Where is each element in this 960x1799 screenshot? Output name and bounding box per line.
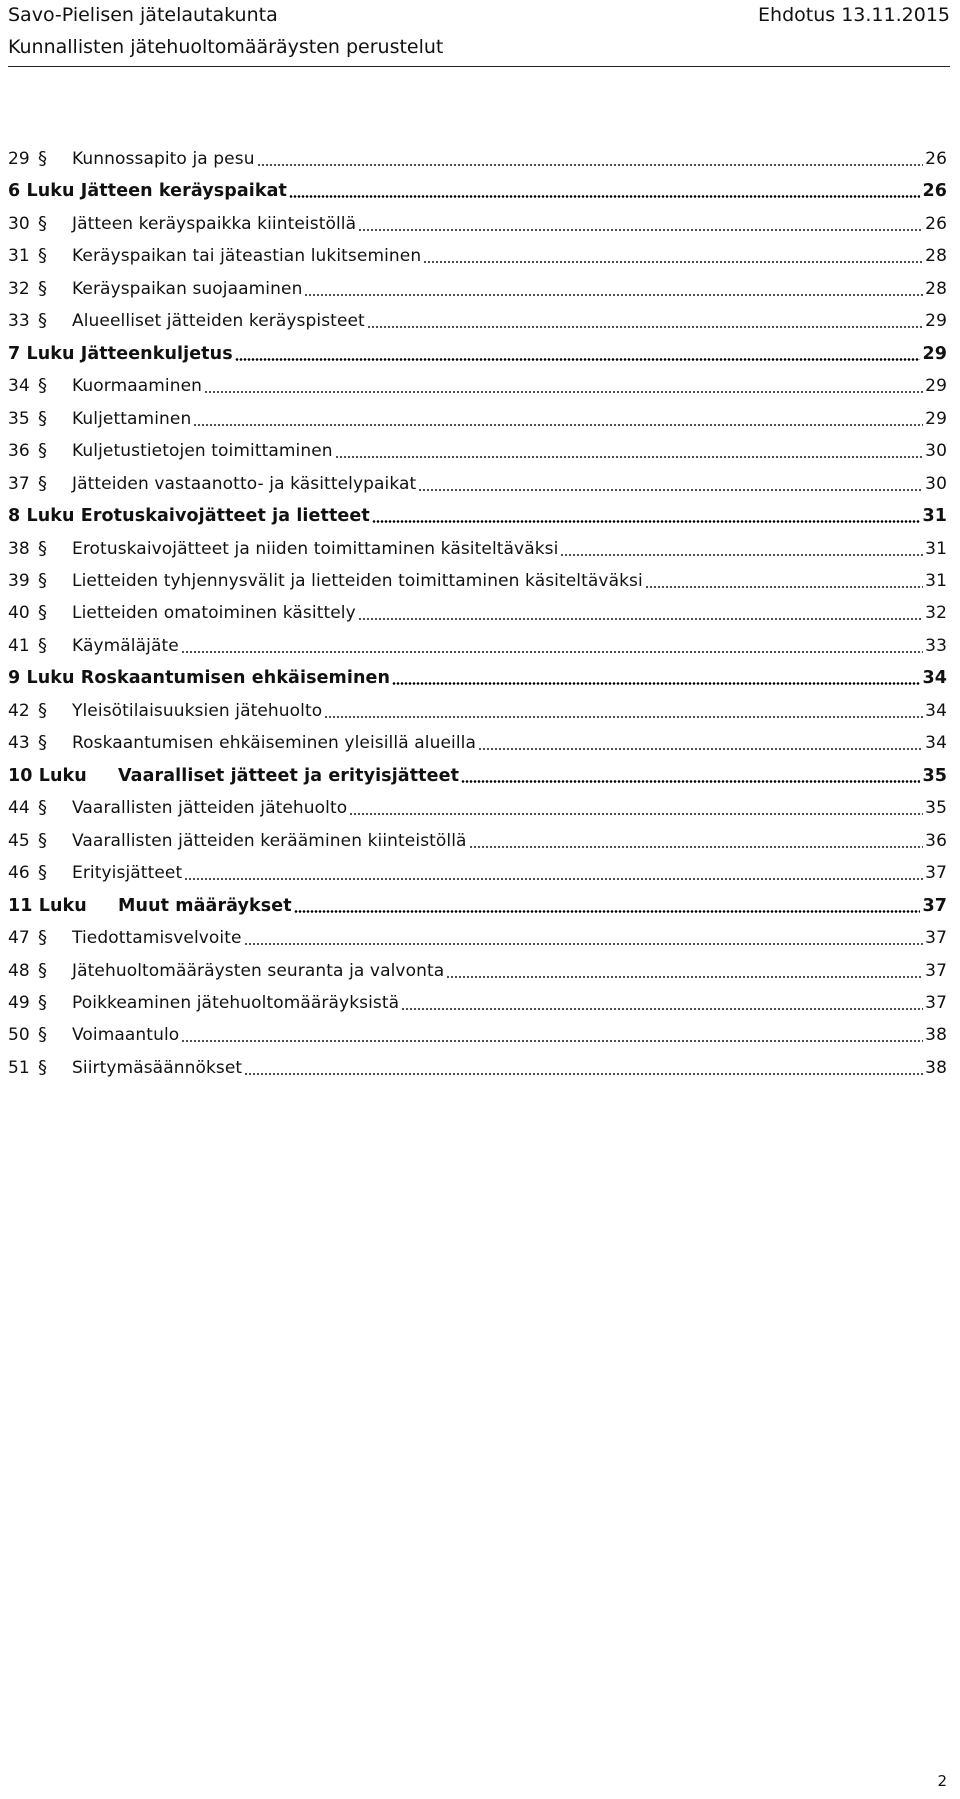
dot-leader [257,164,924,166]
chapter-title: 7 Luku Jätteenkuljetus [8,344,233,364]
section-number: 34 [8,376,30,396]
chapter-title: Muut määräykset [118,896,292,916]
paragraph-symbol: § [38,213,48,234]
section-title: Kuormaaminen [72,376,203,396]
page-reference: 26 [925,149,947,169]
dot-leader [372,520,921,523]
section-title: Yleisötilaisuuksien jätehuolto [72,701,323,721]
paragraph-symbol: § [38,732,48,753]
toc-section-entry[interactable] [8,277,947,301]
toc-section-entry[interactable] [8,569,947,593]
section-number: 45 [8,831,30,851]
section-number: 37 [8,474,30,494]
document-subtitle: Kunnallisten jätehuoltomääräysten perustelut [8,36,444,58]
page-reference: 37 [925,928,947,948]
page-reference: 37 [925,863,947,883]
page-reference: 33 [925,636,947,656]
section-number: 35 [8,409,30,429]
paragraph-symbol: § [38,797,48,818]
page-reference: 37 [922,896,947,916]
dot-leader [401,1008,923,1010]
paragraph-symbol: § [38,602,48,623]
toc-chapter-entry[interactable] [8,179,947,203]
paragraph-symbol: § [38,375,48,396]
toc-chapter-entry[interactable] [8,764,947,788]
page-reference: 26 [922,181,947,201]
section-number: 49 [8,993,30,1013]
section-title: Poikkeaminen jätehuoltomääräyksistä [72,993,400,1013]
page-reference: 36 [925,831,947,851]
paragraph-symbol: § [38,635,48,656]
chapter-title: 6 Luku Jätteen keräyspaikat [8,181,288,201]
chapter-title: 9 Luku Roskaantumisen ehkäiseminen [8,668,391,688]
section-title: Erityisjätteet [72,863,183,883]
page-reference: 37 [925,961,947,981]
toc-section-entry[interactable] [8,374,947,398]
dot-leader [289,195,920,198]
section-title: Vaarallisten jätteiden jätehuolto [72,798,348,818]
section-title: Voimaantulo [72,1025,180,1045]
toc-section-entry[interactable] [8,699,947,723]
page-reference: 29 [925,376,947,396]
section-number: 32 [8,279,30,299]
dot-leader [184,878,923,880]
toc-section-entry[interactable] [8,472,947,496]
toc-section-entry[interactable] [8,829,947,853]
section-number: 38 [8,539,30,559]
page-reference: 34 [925,701,947,721]
paragraph-symbol: § [38,538,48,559]
toc-chapter-entry[interactable] [8,342,947,366]
section-number: 36 [8,441,30,461]
toc-section-entry[interactable] [8,1023,947,1047]
dot-leader [181,651,923,653]
page-reference: 31 [922,506,947,526]
dot-leader [423,261,923,263]
page-reference: 35 [925,798,947,818]
dot-leader [349,813,923,815]
paragraph-symbol: § [38,862,48,883]
section-number: 44 [8,798,30,818]
section-title: Käymäläjäte [72,636,179,656]
section-number: 48 [8,961,30,981]
dot-leader [367,326,923,328]
draft-date: Ehdotus 13.11.2015 [758,4,950,26]
paragraph-symbol: § [38,278,48,299]
page-reference: 28 [925,246,947,266]
paragraph-symbol: § [38,570,48,591]
page-reference: 31 [925,571,947,591]
paragraph-symbol: § [38,960,48,981]
toc-chapter-entry[interactable] [8,504,947,528]
section-number: 46 [8,863,30,883]
section-number: 42 [8,701,30,721]
section-title: Jätehuoltomääräysten seuranta ja valvonta [72,961,445,981]
chapter-label: 10 Luku [8,766,87,786]
paragraph-symbol: § [38,473,48,494]
page-reference: 29 [925,311,947,331]
toc-chapter-entry[interactable] [8,666,947,690]
page-reference: 38 [925,1058,947,1078]
page-reference: 34 [925,733,947,753]
section-title: Keräyspaikan tai jäteastian lukitseminen [72,246,422,266]
section-number: 40 [8,603,30,623]
page-reference: 38 [925,1025,947,1045]
section-title: Kuljettaminen [72,409,192,429]
dot-leader [645,586,923,588]
section-number: 31 [8,246,30,266]
page-reference: 31 [925,539,947,559]
toc-section-entry[interactable] [8,537,947,561]
section-title: Vaarallisten jätteiden kerääminen kiinteistöllä [72,831,467,851]
dot-leader [335,456,923,458]
dot-leader [560,554,923,556]
section-number: 29 [8,149,30,169]
paragraph-symbol: § [38,1057,48,1078]
dot-leader [324,716,923,718]
section-number: 39 [8,571,30,591]
dot-leader [244,1073,923,1075]
chapter-label: 11 Luku [8,896,87,916]
dot-leader [446,976,923,978]
toc-section-entry[interactable] [8,407,947,431]
paragraph-symbol: § [38,310,48,331]
dot-leader [244,943,924,945]
section-title: Lietteiden tyhjennysvälit ja lietteiden toimittaminen käsiteltäväksi [72,571,643,591]
section-title: Kunnossapito ja pesu [72,149,255,169]
page-reference: 34 [922,668,947,688]
toc-section-entry[interactable] [8,309,947,333]
section-number: 50 [8,1025,30,1045]
toc-section-entry[interactable] [8,1056,947,1080]
dot-leader [193,424,923,426]
toc-section-entry[interactable] [8,796,947,820]
organization-name: Savo-Pielisen jätelautakunta [8,4,278,26]
dot-leader [358,618,923,620]
dot-leader [469,846,924,848]
page-reference: 29 [925,409,947,429]
dot-leader [461,780,920,783]
dot-leader [418,489,923,491]
dot-leader [358,229,923,231]
section-number: 47 [8,928,30,948]
section-title: Jätteen keräyspaikka kiinteistöllä [72,214,357,234]
toc-section-entry[interactable] [8,634,947,658]
toc-section-entry[interactable] [8,959,947,983]
paragraph-symbol: § [38,440,48,461]
paragraph-symbol: § [38,148,48,169]
chapter-title: Vaaralliset jätteet ja erityisjätteet [118,766,460,786]
section-number: 33 [8,311,30,331]
paragraph-symbol: § [38,408,48,429]
dot-leader [392,682,920,685]
dot-leader [181,1040,923,1042]
toc-section-entry[interactable] [8,244,947,268]
section-title: Alueelliset jätteiden keräyspisteet [72,311,365,331]
page-reference: 35 [922,766,947,786]
toc-section-entry[interactable] [8,926,947,950]
section-title: Tiedottamisvelvoite [72,928,242,948]
section-title: Roskaantumisen ehkäiseminen yleisillä alueilla [72,733,476,753]
chapter-title: 8 Luku Erotuskaivojätteet ja lietteet [8,506,370,526]
section-number: 51 [8,1058,30,1078]
page-reference: 28 [925,279,947,299]
section-title: Kuljetustietojen toimittaminen [72,441,333,461]
paragraph-symbol: § [38,992,48,1013]
section-number: 43 [8,733,30,753]
dot-leader [235,358,921,361]
dot-leader [478,748,923,750]
paragraph-symbol: § [38,1024,48,1045]
section-title: Jätteiden vastaanotto- ja käsittelypaikat [72,474,417,494]
paragraph-symbol: § [38,927,48,948]
toc-chapter-entry[interactable] [8,894,947,918]
toc-section-entry[interactable] [8,991,947,1015]
page-reference: 30 [925,441,947,461]
table-of-contents [8,0,947,1799]
section-title: Erotuskaivojätteet ja niiden toimittaminen käsiteltäväksi [72,539,559,559]
toc-section-entry[interactable] [8,439,947,463]
paragraph-symbol: § [38,830,48,851]
page-reference: 37 [925,993,947,1013]
toc-section-entry[interactable] [8,212,947,236]
page-reference: 32 [925,603,947,623]
section-number: 41 [8,636,30,656]
section-number: 30 [8,214,30,234]
paragraph-symbol: § [38,700,48,721]
toc-section-entry[interactable] [8,601,947,625]
toc-section-entry[interactable] [8,731,947,755]
page-reference: 26 [925,214,947,234]
dot-leader [294,910,921,913]
dot-leader [304,294,923,296]
section-title: Siirtymäsäännökset [72,1058,243,1078]
section-title: Keräyspaikan suojaaminen [72,279,303,299]
page-reference: 30 [925,474,947,494]
paragraph-symbol: § [38,245,48,266]
toc-section-entry[interactable] [8,861,947,885]
dot-leader [204,391,923,393]
page-number: 2 [937,1772,947,1790]
page-reference: 29 [922,344,947,364]
section-title: Lietteiden omatoiminen käsittely [72,603,356,623]
toc-section-entry[interactable] [8,147,947,171]
